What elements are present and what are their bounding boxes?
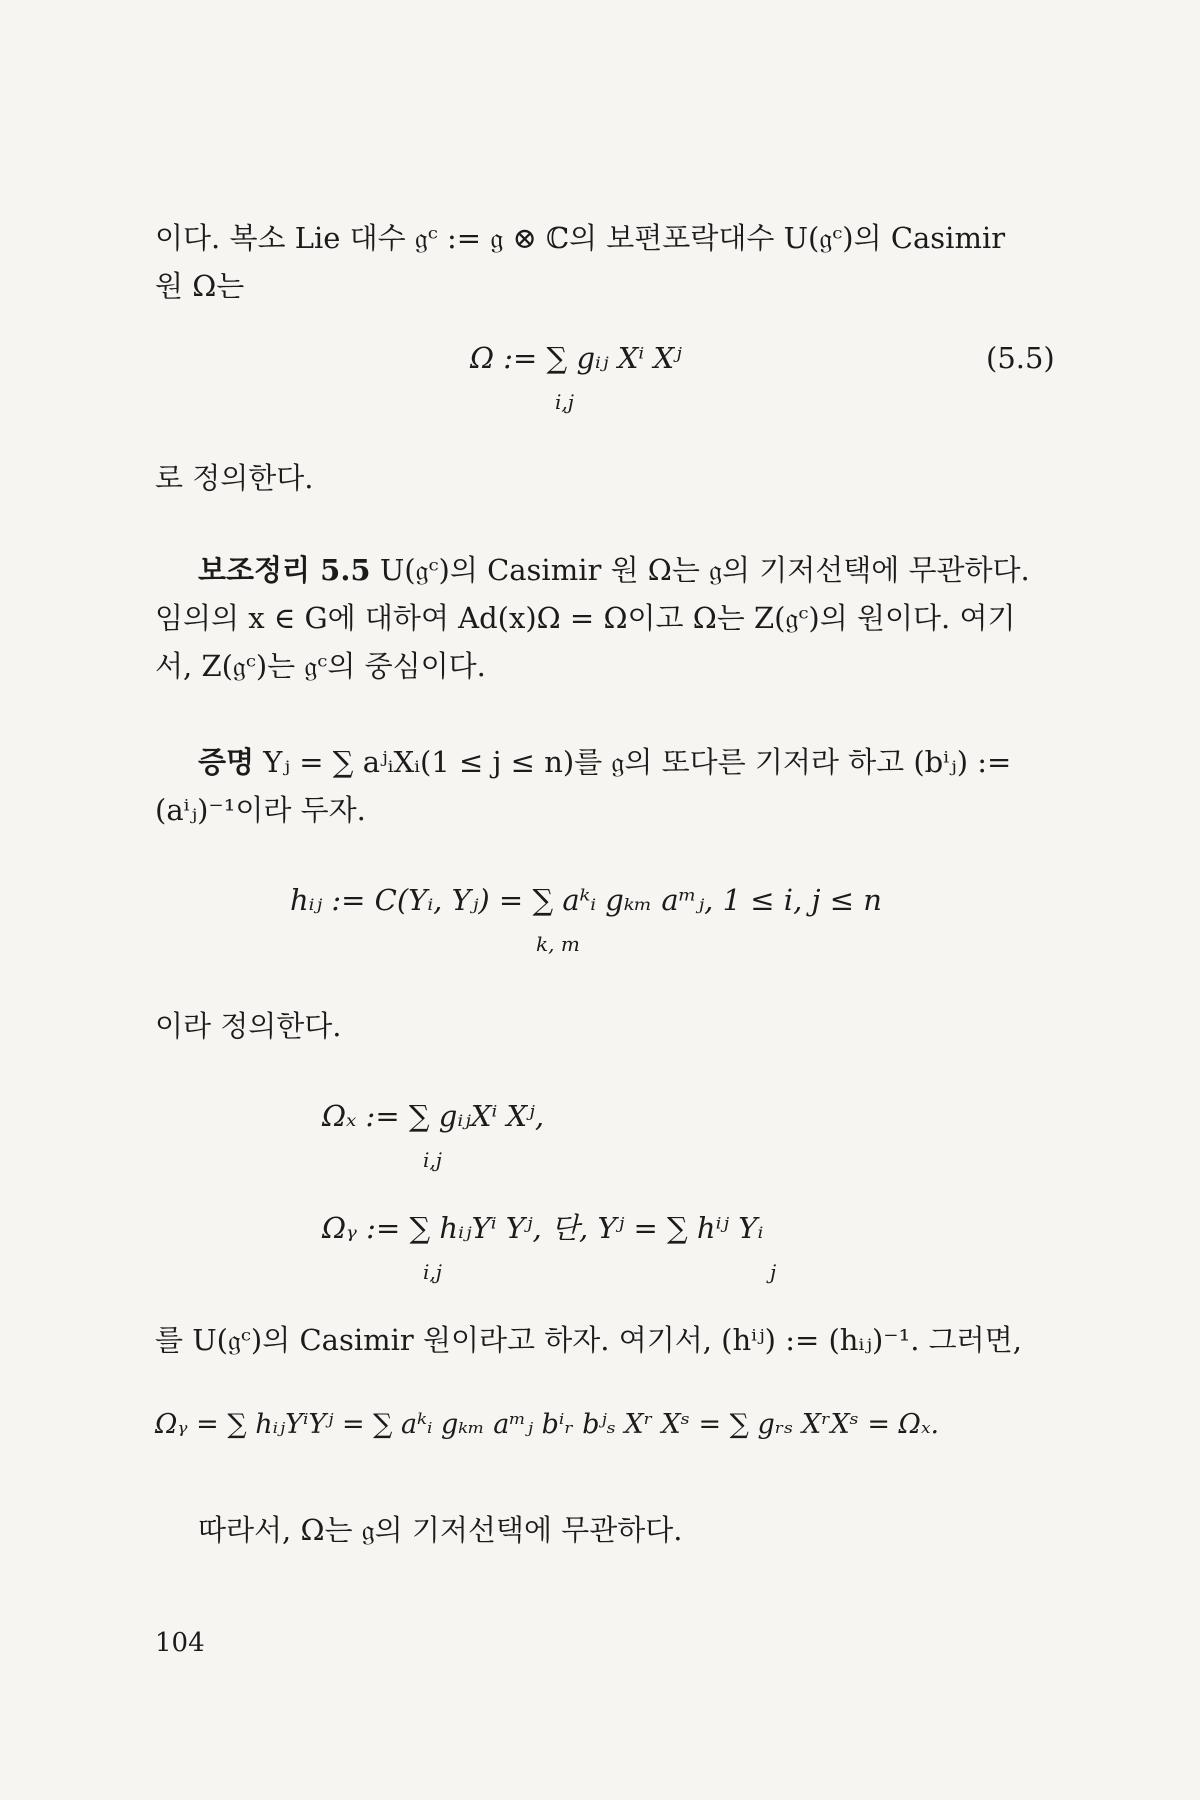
equation-h-summation-index: k, m [536, 932, 580, 956]
paragraph-line: 이라 정의한다. [155, 1009, 342, 1043]
equation-omega-x: Ωₓ := ∑ gᵢⱼXⁱ Xʲ, [322, 1099, 545, 1133]
equation-5-5-summation-index: i,j [555, 390, 574, 414]
equation-omega-y-second-summation-index: j [770, 1260, 777, 1284]
equation-final: Ωᵧ = ∑ hᵢⱼYⁱYʲ = ∑ aᵏᵢ gₖₘ aᵐⱼ bⁱᵣ bʲₛ Xʳ Xˢ = ∑ gᵣₛ XʳXˢ = Ωₓ. [155, 1409, 940, 1440]
equation-5-5: Ω := ∑ gᵢⱼ Xⁱ Xʲ [470, 341, 682, 375]
lemma-statement-line: 임의의 x ∈ G에 대하여 Ad(x)Ω = Ω이고 Ω는 Z(𝔤ᶜ)의 원이다. 여기 [155, 601, 1016, 635]
lemma-text: U(𝔤ᶜ)의 Casimir 원 Ω는 𝔤의 기저선택에 무관하다. [379, 553, 1030, 587]
paragraph-line: 를 U(𝔤ᶜ)의 Casimir 원이라고 하자. 여기서, (hⁱʲ) := (hᵢⱼ)⁻¹. 그러면, [155, 1323, 1022, 1357]
equation-number: (5.5) [986, 341, 1055, 375]
proof-line [198, 742, 1011, 782]
proof-line: (aⁱⱼ)⁻¹이라 두자. [155, 793, 366, 827]
paragraph-line: 로 정의한다. [155, 461, 314, 495]
lemma-statement-line [198, 550, 1030, 590]
proof-label: 증명 [198, 745, 255, 779]
proof-text: Yⱼ = ∑ aʲᵢXᵢ(1 ≤ j ≤ n)를 𝔤의 또다른 기저라 하고 (bⁱⱼ) := [263, 745, 1012, 779]
equation-h: hᵢⱼ := C(Yᵢ, Yⱼ) = ∑ aᵏᵢ gₖₘ aᵐⱼ, 1 ≤ i, j ≤ n [290, 883, 882, 917]
lemma-label: 보조정리 5.5 [198, 553, 371, 587]
lemma-statement-line: 서, Z(𝔤ᶜ)는 𝔤ᶜ의 중심이다. [155, 649, 486, 683]
paragraph-line: 이다. 복소 Lie 대수 𝔤ᶜ := 𝔤 ⊗ ℂ의 보편포락대수 U(𝔤ᶜ)의 Casimir [155, 221, 1006, 255]
paragraph-line: 원 Ω는 [155, 269, 245, 303]
equation-omega-x-summation-index: i,j [423, 1148, 442, 1172]
equation-omega-y-summation-index: i,j [423, 1260, 442, 1284]
equation-omega-y: Ωᵧ := ∑ hᵢⱼYⁱ Yʲ, 단, Yʲ = ∑ hⁱʲ Yᵢ [322, 1211, 764, 1245]
paragraph-line: 따라서, Ω는 𝔤의 기저선택에 무관하다. [198, 1513, 683, 1547]
page-number: 104 [155, 1628, 205, 1658]
